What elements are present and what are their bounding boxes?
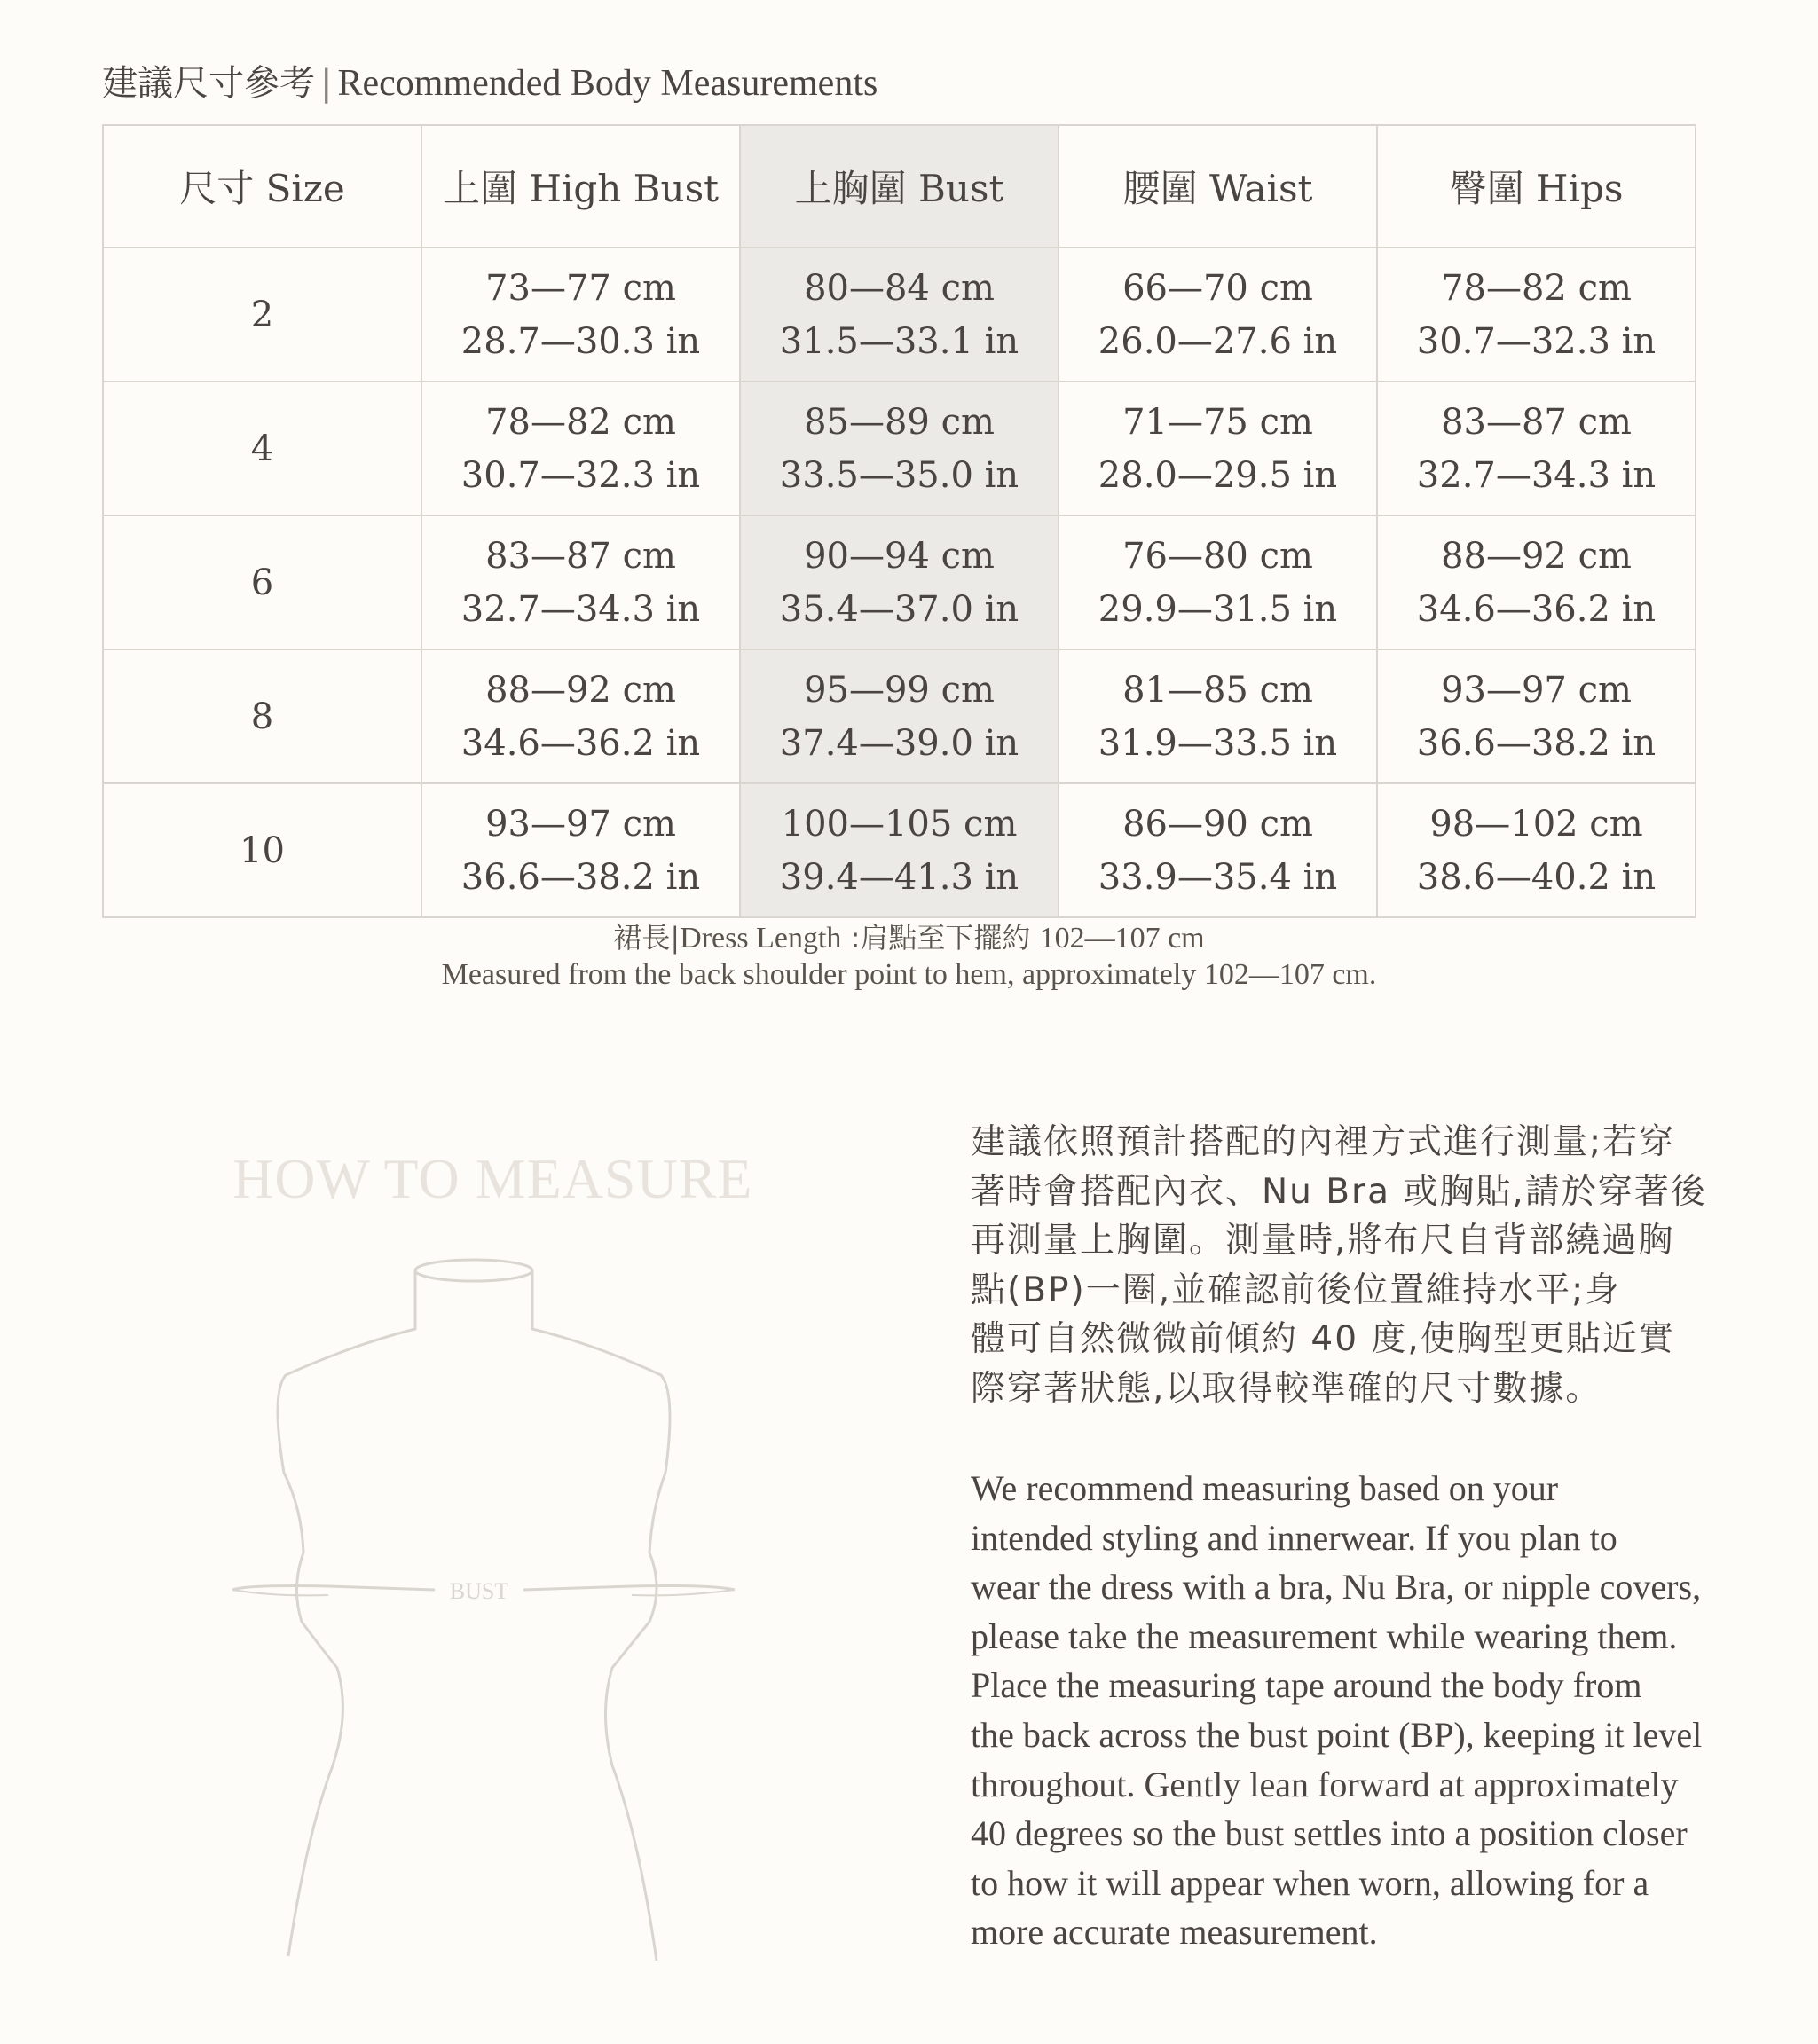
cm-value: 80—84 cm — [804, 267, 995, 309]
cm-value: 100—105 cm — [781, 803, 1018, 845]
instructions-en-line: Place the measuring tape around the body from — [971, 1665, 1642, 1706]
header-size: 尺寸 Size — [103, 125, 421, 248]
size-value: 10 — [103, 783, 421, 917]
hips-cell — [1377, 381, 1696, 515]
header-waist: 腰圍 Waist — [1059, 125, 1377, 248]
cm-value: 78—82 cm — [485, 401, 676, 443]
header-high-bust: 上圍 High Bust — [421, 125, 740, 248]
bust-cell — [740, 649, 1059, 783]
table-row — [103, 248, 1696, 381]
header-hips: 臀圍 Hips — [1377, 125, 1696, 248]
section-title-en: Recommended Body Measurements — [337, 63, 878, 104]
high-bust-cell — [421, 515, 740, 649]
in-value: 30.7—32.3 in — [460, 454, 701, 496]
bust-cell — [740, 381, 1059, 515]
mannequin-illustration — [222, 1251, 754, 1961]
cm-value: 95—99 cm — [804, 669, 995, 711]
instructions-zh-line: 點(BP)一圈,並確認前後位置維持水平;身 — [971, 1270, 1622, 1310]
table-row — [103, 515, 1696, 649]
instructions-en — [971, 1464, 1774, 1957]
mannequin-neck-top — [415, 1260, 532, 1281]
instructions-zh-line: 建議依照預計搭配的內裡方式進行測量;若穿 — [971, 1122, 1676, 1162]
mannequin-right-contour — [532, 1270, 670, 1961]
section-title-zh: 建議尺寸參考 — [102, 63, 315, 104]
cm-value: 73—77 cm — [485, 267, 676, 309]
hips-cell — [1377, 515, 1696, 649]
in-value: 32.7—34.3 in — [1416, 454, 1657, 496]
instructions-en-line: 40 degrees so the bust settles into a position closer — [971, 1813, 1688, 1854]
cm-value: 78—82 cm — [1441, 267, 1632, 309]
cm-value: 90—94 cm — [804, 535, 995, 577]
in-value: 33.9—35.4 in — [1098, 856, 1338, 898]
dress-length-separator: | — [670, 921, 681, 955]
in-value: 28.7—30.3 in — [460, 320, 701, 362]
dress-length-label-en: Dress Length — [680, 922, 842, 955]
instructions-en-line: wear the dress with a bra, Nu Bra, or nipple covers, — [971, 1567, 1702, 1608]
size-table — [102, 124, 1696, 918]
in-value: 30.7—32.3 in — [1416, 320, 1657, 362]
dress-length — [0, 916, 1818, 956]
waist-cell — [1059, 248, 1377, 381]
high-bust-cell — [421, 381, 740, 515]
instructions-en-line: to how it will appear when worn, allowing for a — [971, 1862, 1649, 1903]
how-to-measure-title: HOW TO MEASURE — [232, 1147, 753, 1210]
mannequin-left-contour — [278, 1270, 415, 1956]
in-value: 32.7—34.3 in — [460, 588, 701, 630]
cm-value: 93—97 cm — [485, 803, 676, 845]
section-title — [102, 55, 878, 106]
in-value: 33.5—35.0 in — [779, 454, 1019, 496]
bust-label: BUST — [449, 1578, 509, 1604]
high-bust-cell — [421, 248, 740, 381]
in-value: 36.6—38.2 in — [460, 856, 701, 898]
instructions-en-line: the back across the bust point (BP), keeping it level — [971, 1714, 1703, 1755]
table-header-row — [103, 125, 1696, 248]
instructions-zh-line: 際穿著狀態,以取得較準確的尺寸數據。 — [971, 1368, 1602, 1409]
table-row — [103, 783, 1696, 917]
section-title-separator: | — [320, 63, 333, 104]
instructions-zh — [971, 1118, 1769, 1413]
instructions-en-line: throughout. Gently lean forward at approximately — [971, 1764, 1679, 1804]
dress-length-note: Measured from the back shoulder point to hem, approximately 102—107 cm. — [441, 958, 1377, 991]
cm-value: 88—92 cm — [485, 669, 676, 711]
high-bust-cell — [421, 649, 740, 783]
table-row — [103, 381, 1696, 515]
in-value: 36.6—38.2 in — [1416, 722, 1657, 764]
in-value: 29.9—31.5 in — [1098, 588, 1338, 630]
size-value: 4 — [103, 381, 421, 515]
cm-value: 85—89 cm — [804, 401, 995, 443]
instructions-en-line: please take the measurement while wearing them. — [971, 1616, 1678, 1656]
in-value: 31.5—33.1 in — [779, 320, 1019, 362]
instructions-zh-line: 再測量上胸圍。測量時,將布尺自背部繞過胸 — [971, 1221, 1675, 1261]
hips-cell — [1377, 649, 1696, 783]
cm-value: 81—85 cm — [1122, 669, 1313, 711]
cm-value: 86—90 cm — [1122, 803, 1313, 845]
header-bust: 上胸圍 Bust — [740, 125, 1059, 248]
in-value: 38.6—40.2 in — [1416, 856, 1657, 898]
instructions-en-line: intended styling and innerwear. If you plan to — [971, 1517, 1617, 1558]
high-bust-cell — [421, 783, 740, 917]
in-value: 37.4—39.0 in — [779, 722, 1019, 764]
bust-cell — [740, 783, 1059, 917]
dress-length-label-zh: 裙長 — [613, 921, 671, 955]
bust-cell — [740, 515, 1059, 649]
cm-value: 83—87 cm — [1441, 401, 1632, 443]
cm-value: 98—102 cm — [1429, 803, 1643, 845]
table-row — [103, 649, 1696, 783]
cm-value: 88—92 cm — [1441, 535, 1632, 577]
in-value: 39.4—41.3 in — [779, 856, 1019, 898]
hips-cell — [1377, 783, 1696, 917]
in-value: 34.6—36.2 in — [460, 722, 701, 764]
instructions-en-line: We recommend measuring based on your — [971, 1468, 1559, 1508]
in-value: 34.6—36.2 in — [1416, 588, 1657, 630]
dress-length-value-zh: :肩點至下擺約 — [850, 921, 1031, 955]
hips-cell — [1377, 248, 1696, 381]
cm-value: 76—80 cm — [1122, 535, 1313, 577]
waist-cell — [1059, 649, 1377, 783]
in-value: 35.4—37.0 in — [779, 588, 1019, 630]
cm-value: 66—70 cm — [1122, 267, 1313, 309]
cm-value: 83—87 cm — [485, 535, 676, 577]
cm-value: 71—75 cm — [1122, 401, 1313, 443]
instructions-zh-line: 體可自然微微前傾約 40 度,使胸型更貼近實 — [971, 1319, 1675, 1359]
size-value: 8 — [103, 649, 421, 783]
waist-cell — [1059, 381, 1377, 515]
in-value: 31.9—33.5 in — [1098, 722, 1338, 764]
cm-value: 93—97 cm — [1441, 669, 1632, 711]
waist-cell — [1059, 515, 1377, 649]
waist-cell — [1059, 783, 1377, 917]
size-value: 2 — [103, 248, 421, 381]
dress-length-value-num: 102—107 cm — [1039, 922, 1205, 955]
bust-cell — [740, 248, 1059, 381]
in-value: 26.0—27.6 in — [1098, 320, 1338, 362]
size-value: 6 — [103, 515, 421, 649]
instructions-en-line: more accurate measurement. — [971, 1912, 1378, 1953]
in-value: 28.0—29.5 in — [1098, 454, 1338, 496]
instructions-zh-line: 著時會搭配內衣、Nu Bra 或胸貼,請於穿著後 — [971, 1171, 1707, 1212]
